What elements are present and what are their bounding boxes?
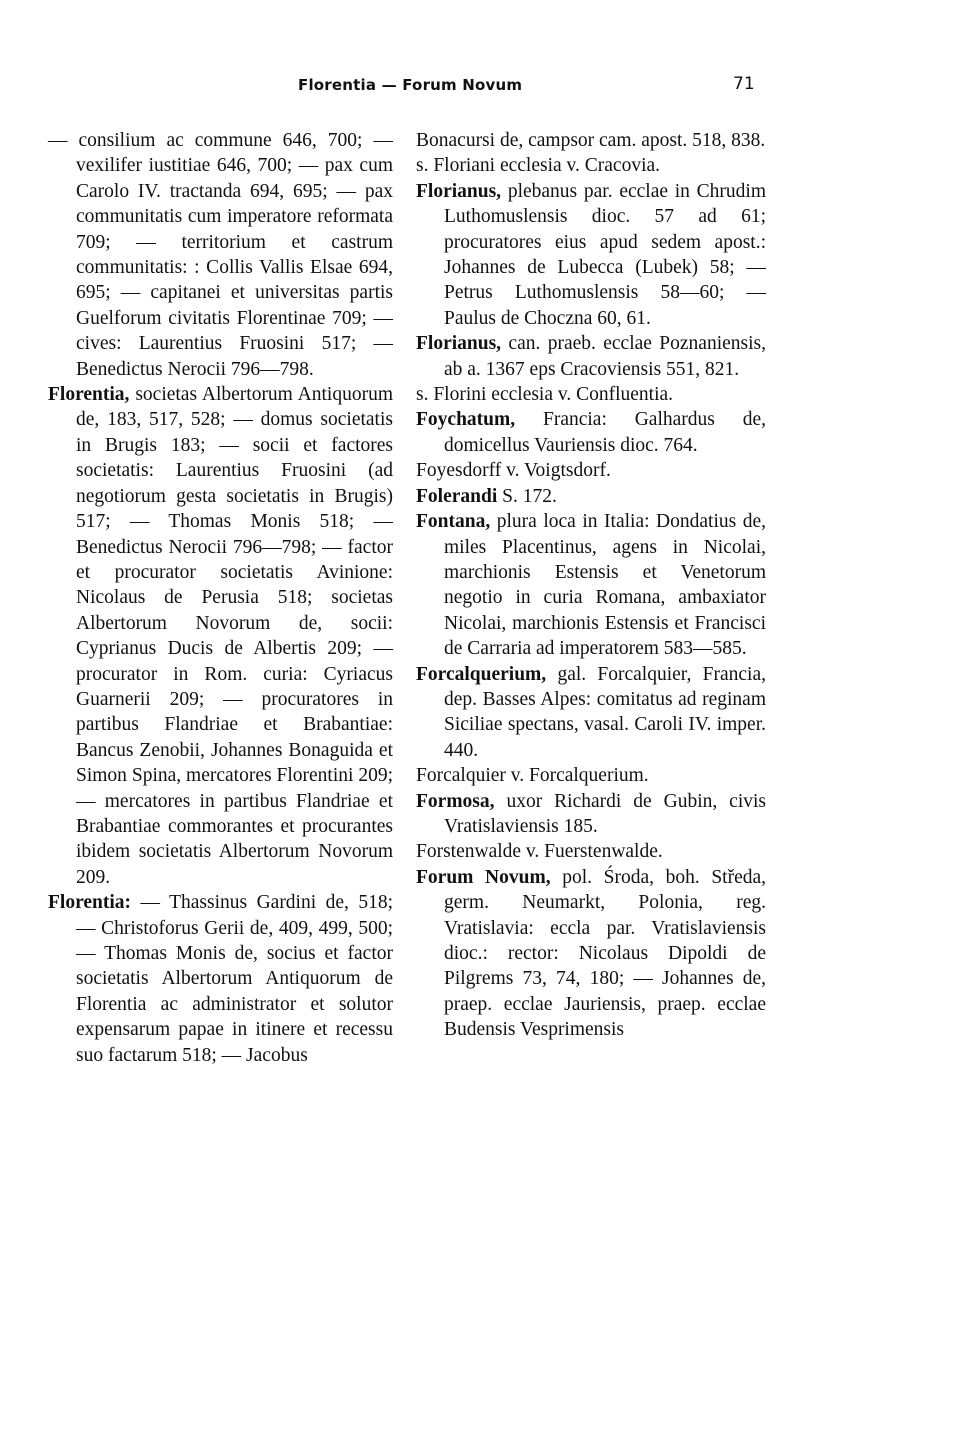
entry-text: s. Florini ecclesia v. Confluentia. [416,384,674,406]
entry-text: gal. Forcalquier, Francia, dep. Basses Alpes: comitatus ad reginam Siciliae spectans, vasal. Caroli IV. imper. 440. [444,663,766,761]
entry-text: uxor Richardi de Gubin, civis Vratislaviensis 185. [444,790,767,837]
page-header [0,76,960,100]
entry-headword: Fontana, [416,511,491,533]
entry-text: Francia: Galhardus de, domicellus Vauriensis dioc. 764. [444,409,767,456]
entry-text: societas Albertorum Antiquorum de, 183, 517, 528; — domus societatis in Brugis 183; — socii et factores societatis: Laurentius Fruosini (ad negotiorum gesta societatis in Brugis) 517; — Thomas Monis 518; — Benedictus Nerocii 796—798; — factor et procurator societatis Avinione: Nicolaus de Perusia 518; societas Albertorum Novorum de, socii: Cyprianus Ducis de Albertis 209; — procurator in Rom. curia: Cyriacus Guarnerii 209; — procuratores in partibus Flandriae et Brabantiae: Bancus Zenobii, Johannes Bonaguida et Simon Spina, mercatores Florentini 209; — mercatores in partibus Flandriae et Brabantiae commorantes et procurantes ibidem societatis Albertorum Novorum 209. [76,384,394,888]
entry-headword: Forcalquerium, [416,663,547,685]
index-entry [416,789,766,840]
index-entry [416,484,766,509]
entry-headword: Folerandi [416,485,498,507]
index-entry [416,839,766,864]
index-entry [416,763,766,788]
entry-text: plebanus par. ecclae in Chrudim Luthomuslensis dioc. 57 ad 61; procuratores eius apud sedem apost.: Johannes de Lubecca (Lubek) 58; — Petrus Luthomuslensis 58—60; — Paulus de Choczna 60, 61. [444,180,766,329]
index-entry [416,865,766,1043]
entry-text: plura loca in Italia: Dondatius de, miles Placentinus, agens in Nicolai, marchionis Estensis et Venetorum negotio in curia Romana, ambaxiator Nicolai, marchionis Estensis et Francisci de Carraria ad imperatorem 583—585. [444,511,766,660]
index-entry [416,662,766,764]
entry-headword: Florentia, [48,384,130,406]
entry-text: pol. Środa, boh. Středa, germ. Neumarkt, Polonia, reg. Vratislavia: eccla par. Vratislaviensis dioc.: rector: Nicolaus Dipoldi de Pilgrems 73, 74, 180; — Johannes de, praep. ecclae Jauriensis, praep. ecclae Budensis Vesprimensis [444,866,767,1041]
entry-text: Bonacursi de, campsor cam. apost. 518, 838. [416,130,766,151]
entry-text: — consilium ac commune 646, 700; — vexilifer iustitiae 646, 700; — pax cum Carolo IV. tractanda 694, 695; — pax communitatis cum imperatore reformata 709; — territorium et castrum communitatis: : Collis Vallis Elsae 694, 695; — capitanei et universitas partis Guelforum civitatis Florentinae 709; — cives: Laurentius Fruosini 517; — Benedictus Nerocii 796—798. [48,130,393,380]
index-entry [416,179,766,331]
index-entry [416,382,766,407]
index-entry [416,153,766,178]
entry-headword: Forum Novum, [416,866,551,888]
entry-headword: Florianus, [416,180,502,202]
index-entry-continuation [416,128,766,153]
index-entry [416,509,766,661]
running-title: Florentia — Forum Novum [298,76,523,94]
index-entry-continuation [48,128,393,382]
index-entry [416,331,766,382]
index-entry [416,407,766,458]
index-entry [48,382,393,890]
entry-headword: Florentia: [48,892,132,914]
entry-text: s. Floriani ecclesia v. Cracovia. [416,155,661,177]
entry-headword: Florianus, [416,333,502,355]
left-column [48,128,393,1068]
entry-text: Forcalquier v. Forcalquerium. [416,765,649,787]
index-entry [48,890,393,1068]
entry-headword: Formosa, [416,790,495,812]
page-number: 71 [733,74,755,94]
entry-text: can. praeb. ecclae Poznaniensis, ab a. 1367 eps Cracoviensis 551, 821. [444,333,766,380]
right-column [416,128,766,1043]
entry-text: S. 172. [502,485,557,507]
entry-text: Forstenwalde v. Fuerstenwalde. [416,841,663,863]
entry-text: — Thassinus Gardini de, 518; — Christoforus Gerii de, 409, 499, 500; — Thomas Monis de, socius et factor societatis Albertorum Antiquorum de Florentia ac administrator et solutor expensarum papae in itinere et recessu suo factarum 518; — Jacobus [76,892,394,1066]
entry-text: Foyesdorff v. Voigtsdorf. [416,460,611,482]
index-entry [416,458,766,483]
entry-headword: Foychatum, [416,409,516,431]
